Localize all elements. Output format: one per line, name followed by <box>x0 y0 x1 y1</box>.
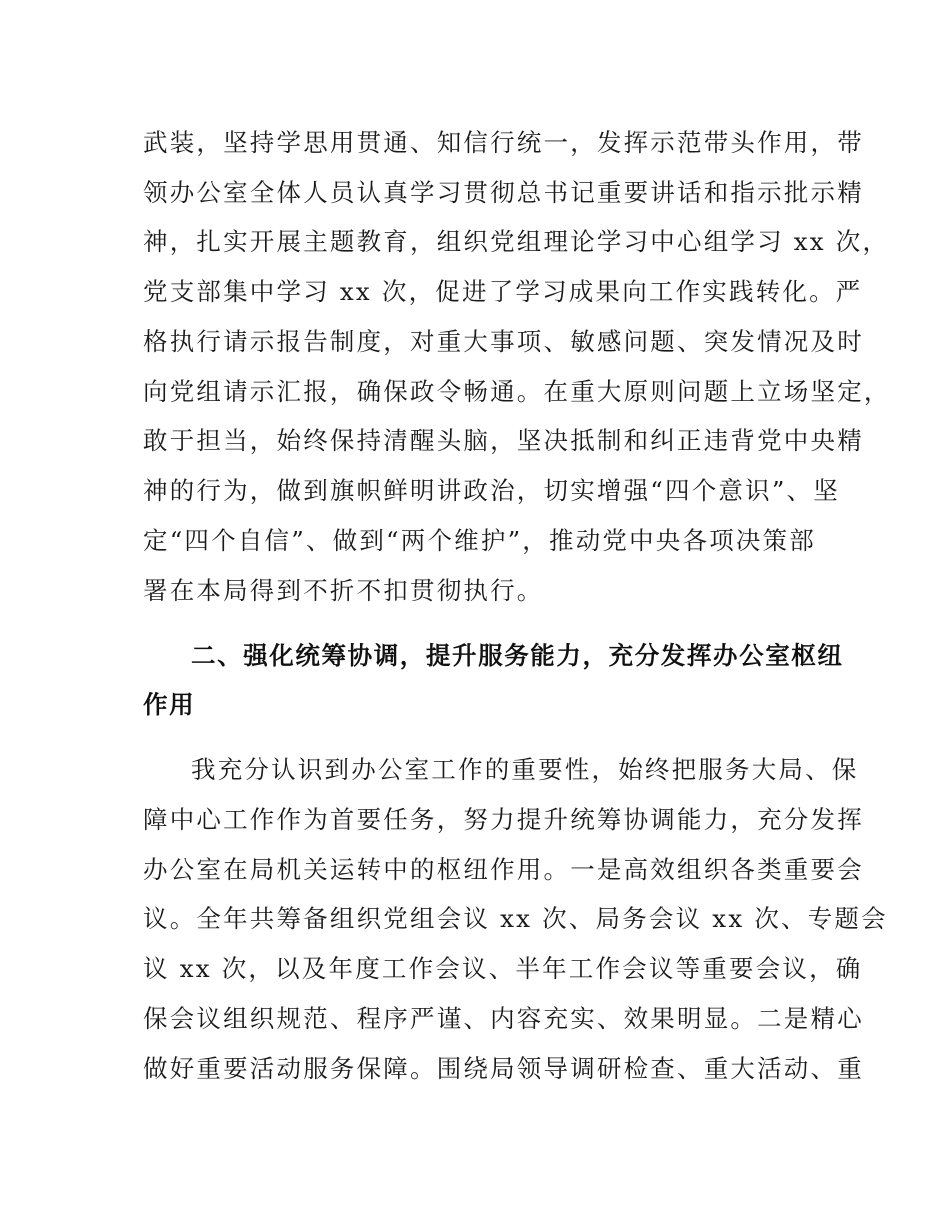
paragraph-2-line-6: 保会议组织规范、程序严谨、内容充实、效果明显。二是精心 <box>143 1004 864 1033</box>
paragraph-2-line-7: 做好重要活动服务保障。围绕局领导调研检查、重大活动、重 <box>143 1054 864 1083</box>
section-heading-line-2: 作用 <box>143 690 196 719</box>
paragraph-1-line-10: 署在本局得到不折不扣贯彻执行。 <box>143 576 544 605</box>
paragraph-1-line-7: 敢于担当，始终保持清醒头脑，坚决抵制和纠正违背党中央精 <box>143 426 864 455</box>
paragraph-1-line-3: 神，扎实开展主题教育，组织党组理论学习中心组学习 xx 次， <box>143 227 890 256</box>
paragraph-1-line-2: 领办公室全体人员认真学习贯彻总书记重要讲话和指示批示精 <box>143 178 864 207</box>
paragraph-1-line-1: 武装，坚持学思用贯通、知信行统一，发挥示范带头作用，带 <box>143 128 864 157</box>
paragraph-1-line-8: 神的行为，做到旗帜鲜明讲政治，切实增强“四个意识”、坚 <box>143 476 840 505</box>
paragraph-2-line-3: 办公室在局机关运转中的枢纽作用。一是高效组织各类重要会 <box>143 855 864 884</box>
paragraph-1-line-5: 格执行请示报告制度，对重大事项、敏感问题、突发情况及时 <box>143 327 864 356</box>
paragraph-2-line-2: 障中心工作作为首要任务，努力提升统筹协调能力，充分发挥 <box>143 805 864 834</box>
paragraph-2-line-4: 议。全年共筹备组织党组会议 xx 次、局务会议 xx 次、专题会 <box>143 904 888 933</box>
paragraph-2-line-5: 议 xx 次，以及年度工作会议、半年工作会议等重要会议，确 <box>143 954 863 983</box>
paragraph-1-line-4: 党支部集中学习 xx 次，促进了学习成果向工作实践转化。严 <box>143 277 863 306</box>
paragraph-2-line-1: 我充分认识到办公室工作的重要性，始终把服务大局、保 <box>191 755 859 784</box>
paragraph-1-line-9: 定“四个自信”、做到“两个维护”，推动党中央各项决策部 <box>143 526 816 555</box>
section-heading-line-1: 二、强化统筹协调，提升服务能力，充分发挥办公室枢纽 <box>191 641 844 670</box>
paragraph-1-line-6: 向党组请示汇报，确保政令畅通。在重大原则问题上立场坚定， <box>143 377 891 406</box>
